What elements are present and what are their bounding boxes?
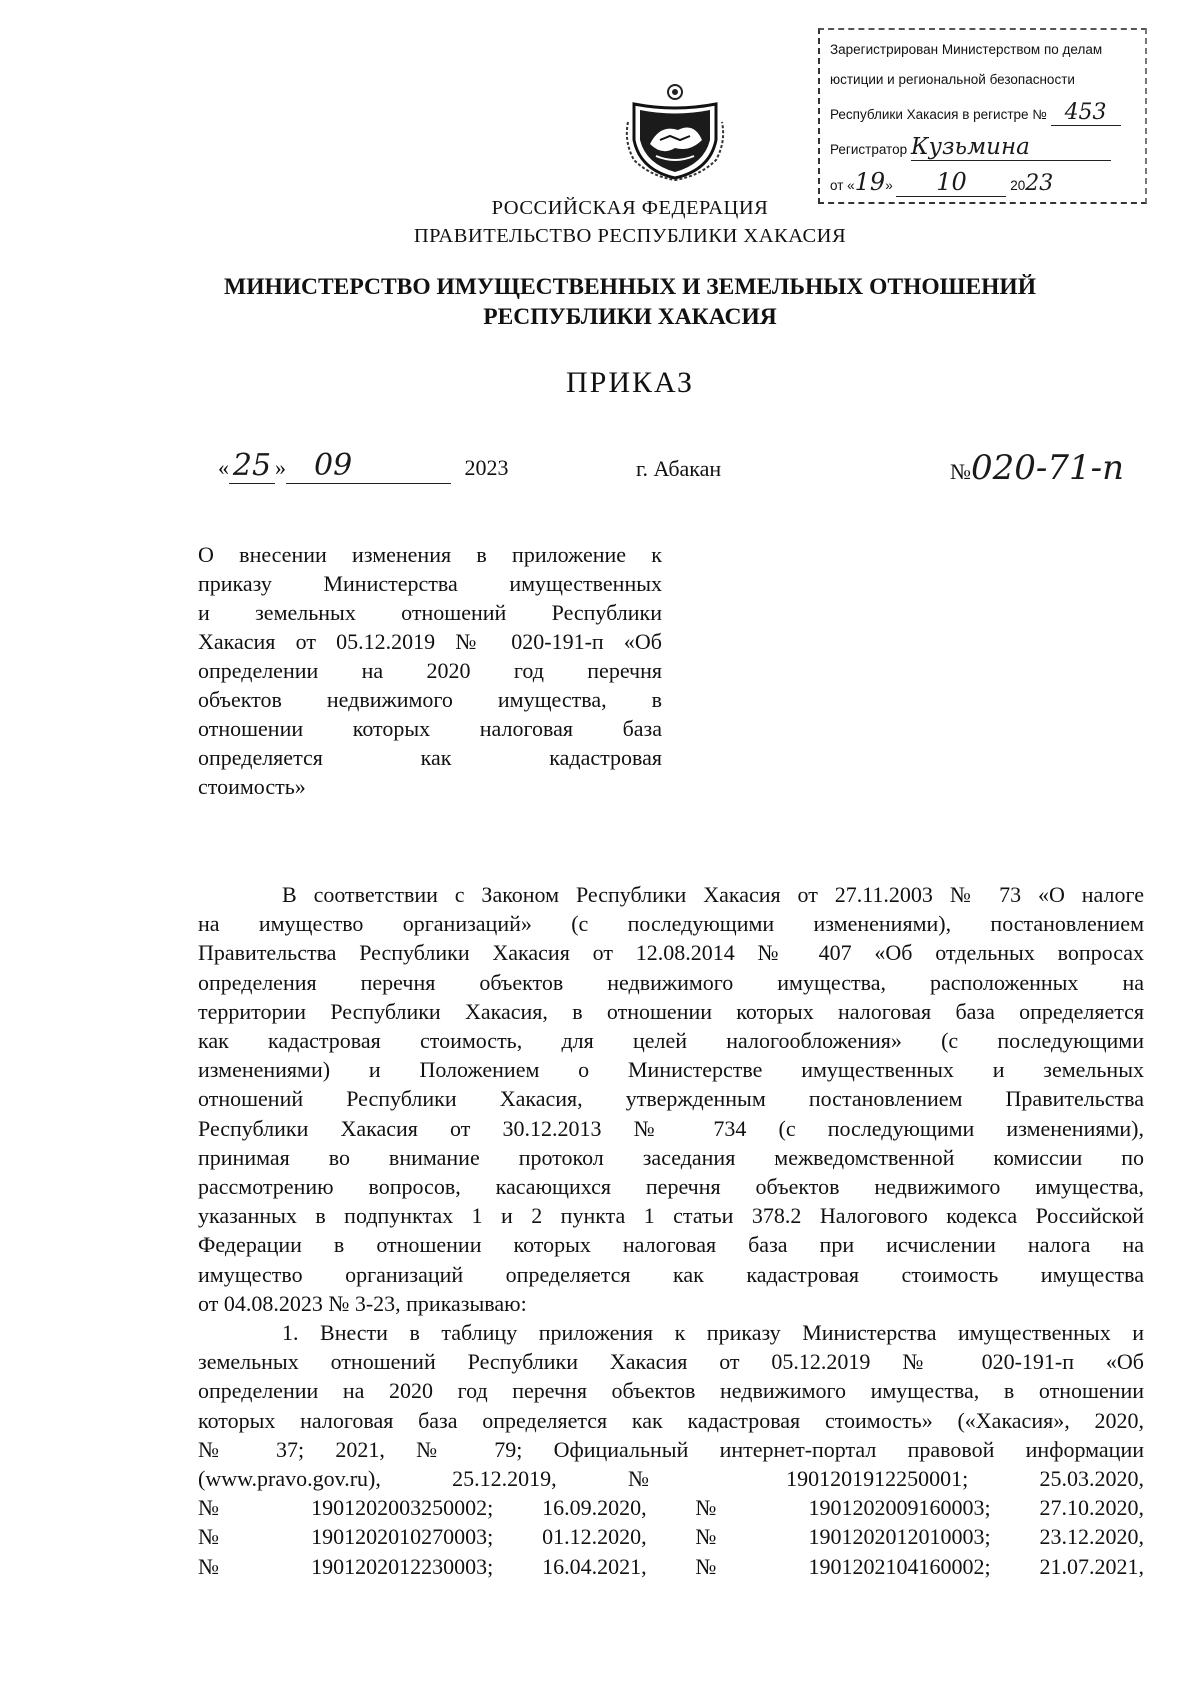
body-line: 1. Внести в таблицу приложения к приказу Министерства имущественных и	[282, 1320, 1144, 1346]
subject-line: О внесении изменения в приложение к	[198, 542, 662, 567]
body-line: территории Республики Хакасия, в отношении которых налоговая база определяется	[198, 998, 1144, 1024]
document-date	[218, 448, 509, 484]
stamp-line-2: юстиции и региональной безопасности	[830, 72, 1075, 87]
body-line: от 04.08.2023 № 3-23, приказываю:	[198, 1290, 527, 1316]
document-type: ПРИКАЗ	[566, 366, 694, 399]
stamp-year-prefix: 20	[1010, 178, 1026, 193]
body-line: на имущество организаций» (с последующими изменениями), постановлением	[198, 911, 1144, 937]
stamp-year-suffix: 23	[1025, 171, 1054, 196]
stamp-day: 19	[854, 168, 886, 196]
stamp-month: 10	[896, 168, 1006, 197]
body-line: Федерации в отношении которых налоговая база при исчислении налога на	[198, 1232, 1144, 1258]
stamp-line-5: от «19» 10 2023	[830, 168, 1054, 196]
document-number	[950, 448, 1124, 488]
subject-line: Хакасия от 05.12.2019 № 020-191-п «Об	[198, 629, 662, 654]
body-line: № 1901202010270003; 01.12.2020, № 1901202012010003; 23.12.2020,	[198, 1524, 1144, 1550]
number-value: 020-71-п	[971, 448, 1125, 488]
stamp-line-3	[830, 100, 1121, 126]
body-line: изменениями) и Положением о Министерстве имущественных и земельных	[198, 1057, 1144, 1083]
country-name: РОССИЙСКАЯ ФЕДЕРАЦИЯ	[491, 197, 769, 219]
document-city: г. Абакан	[636, 456, 722, 481]
stamp-line-4	[830, 134, 1111, 161]
body-line: имущество организаций определяется как кадастровая стоимость имущества	[198, 1261, 1144, 1287]
stamp-register-label: Республики Хакасия в регистре №	[830, 107, 1047, 122]
government-name: ПРАВИТЕЛЬСТВО РЕСПУБЛИКИ ХАКАСИЯ	[413, 225, 847, 247]
body-line: указанных в подпунктах 1 и 2 пункта 1 статьи 378.2 Налогового кодекса Российской	[198, 1203, 1144, 1229]
subject-line: определяется как кадастровая	[198, 745, 662, 770]
stamp-signature: Кузьмина	[911, 134, 1111, 161]
subject-line: отношении которых налоговая база	[198, 716, 662, 741]
body-line: принимая во внимание протокол заседания межведомственной комиссии по	[198, 1144, 1144, 1170]
date-close-quote: »	[275, 455, 286, 480]
stamp-line-1: Зарегистрирован Министерством по делам	[830, 42, 1103, 57]
stamp-date-prefix: от «	[830, 178, 855, 193]
date-month: 09	[286, 448, 451, 484]
body-line: (www.pravo.gov.ru), 25.12.2019, № 1901201912250001; 25.03.2020,	[198, 1466, 1144, 1492]
body-line: № 1901202012230003; 16.04.2021, № 1901202104160002; 21.07.2021,	[198, 1553, 1144, 1579]
body-line: как кадастровая стоимость, для целей налогообложения» (с последующими	[198, 1028, 1144, 1054]
registration-stamp	[818, 28, 1147, 204]
date-day: 25	[229, 448, 275, 484]
subject-line: объектов недвижимого имущества, в	[198, 687, 662, 712]
body-line: В соответствии с Законом Республики Хакасия от 27.11.2003 № 73 «О налоге	[282, 882, 1144, 907]
body-line: Правительства Республики Хакасия от 12.08.2014 № 407 «Об отдельных вопросах	[198, 940, 1144, 966]
ministry-name-line-1: МИНИСТЕРСТВО ИМУЩЕСТВЕННЫХ И ЗЕМЕЛЬНЫХ ОТНОШЕНИЙ	[224, 274, 1036, 300]
body-line: рассмотрению вопросов, касающихся перечня объектов недвижимого имущества,	[198, 1174, 1144, 1200]
coat-of-arms-emblem	[620, 82, 730, 182]
date-open-quote: «	[218, 455, 229, 480]
ministry-name-line-2: РЕСПУБЛИКИ ХАКАСИЯ	[483, 304, 777, 330]
body-line: определении на 2020 год перечня объектов недвижимого имущества, в отношении	[198, 1378, 1144, 1404]
subject-line: приказу Министерства имущественных	[198, 571, 662, 596]
body-line: № 37; 2021, № 79; Официальный интернет-портал правовой информации	[198, 1436, 1144, 1462]
body-line: которых налоговая база определяется как кадастровая стоимость» («Хакасия», 2020,	[198, 1407, 1144, 1433]
body-line: определения перечня объектов недвижимого имущества, расположенных на	[198, 969, 1144, 995]
subject-line: и земельных отношений Республики	[198, 600, 662, 625]
body-line: Республики Хакасия от 30.12.2013 № 734 (с последующими изменениями),	[198, 1115, 1144, 1141]
body-line: № 1901202003250002; 16.09.2020, № 1901202009160003; 27.10.2020,	[198, 1495, 1144, 1521]
date-year: 2023	[464, 455, 509, 480]
subject-line: стоимость»	[198, 774, 306, 799]
body-line: земельных отношений Республики Хакасия от 05.12.2019 № 020-191-п «Об	[198, 1349, 1144, 1375]
document-subject	[198, 540, 662, 801]
stamp-reg-number: 453	[1051, 100, 1121, 126]
stamp-registrar-label: Регистратор	[830, 142, 908, 157]
subject-line: определении на 2020 год перечня	[198, 658, 662, 683]
body-line: отношений Республики Хакасия, утвержденным постановлением Правительства	[198, 1086, 1144, 1112]
number-label: №	[950, 459, 971, 484]
document-body	[198, 880, 1144, 1581]
